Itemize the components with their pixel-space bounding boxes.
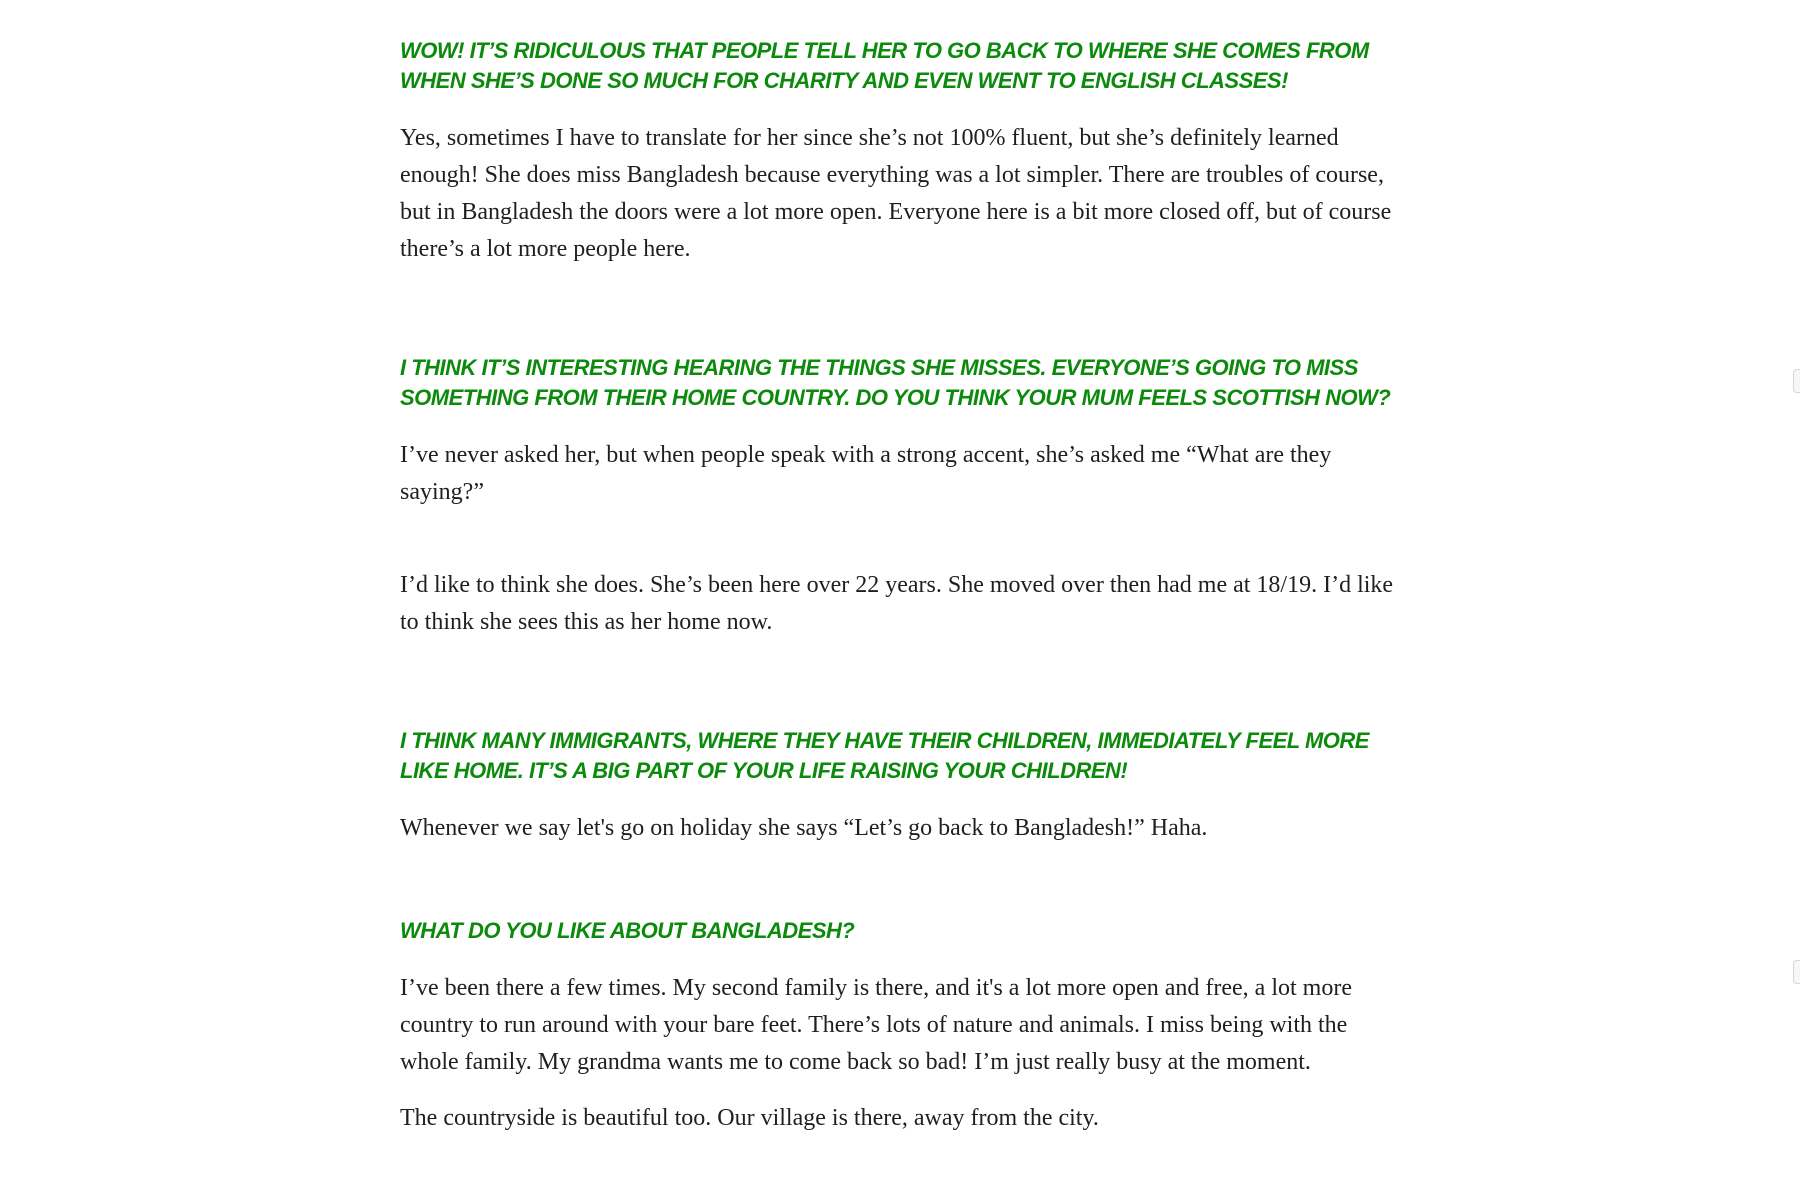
scroll-edge-marker: [1793, 960, 1800, 984]
interview-answer: I’ve been there a few times. My second family is there, and it's a lot more open and free, a lot more country to run around with your bare feet. There’s lots of nature and animals. I miss being with the whole family. My grandma wants me to come back so bad! I’m just really busy at the moment.: [400, 975, 1352, 1075]
interview-answer: The countryside is beautiful too. Our village is there, away from the city.: [400, 1105, 1099, 1131]
article-body: [400, 36, 1410, 1137]
scroll-edge-marker: [1793, 369, 1800, 393]
interview-question: I THINK MANY IMMIGRANTS, WHERE THEY HAVE THEIR CHILDREN, IMMEDIATELY FEEL MORE LIKE HOME. IT’S A BIG PART OF YOUR LIFE RAISING YOUR CHILDREN!: [400, 728, 1369, 783]
interview-question: WHAT DO YOU LIKE ABOUT BANGLADESH?: [400, 918, 855, 943]
interview-answer: I’ve never asked her, but when people speak with a strong accent, she’s asked me “What are they saying?”: [400, 442, 1332, 505]
interview-answer: I’d like to think she does. She’s been here over 22 years. She moved over then had me at 18/19. I’d like to think she sees this as her home now.: [400, 572, 1394, 635]
interview-question: I THINK IT’S INTERESTING HEARING THE THINGS SHE MISSES. EVERYONE’S GOING TO MISS SOMETHING FROM THEIR HOME COUNTRY. DO YOU THINK YOUR MUM FEELS SCOTTISH NOW?: [400, 355, 1391, 410]
interview-answer: Whenever we say let's go on holiday she says “Let’s go back to Bangladesh!” Haha.: [400, 815, 1208, 841]
interview-answer: Yes, sometimes I have to translate for her since she’s not 100% fluent, but she’s definitely learned enough! She does miss Bangladesh because everything was a lot simpler. There are troubles of course, but in Bangladesh the doors were a lot more open. Everyone here is a bit more closed off, but of course there’s a lot more people here.: [400, 125, 1392, 262]
interview-question: WOW! IT’S RIDICULOUS THAT PEOPLE TELL HER TO GO BACK TO WHERE SHE COMES FROM WHEN SHE’S DONE SO MUCH FOR CHARITY AND EVEN WENT TO ENGLISH CLASSES!: [400, 38, 1369, 93]
